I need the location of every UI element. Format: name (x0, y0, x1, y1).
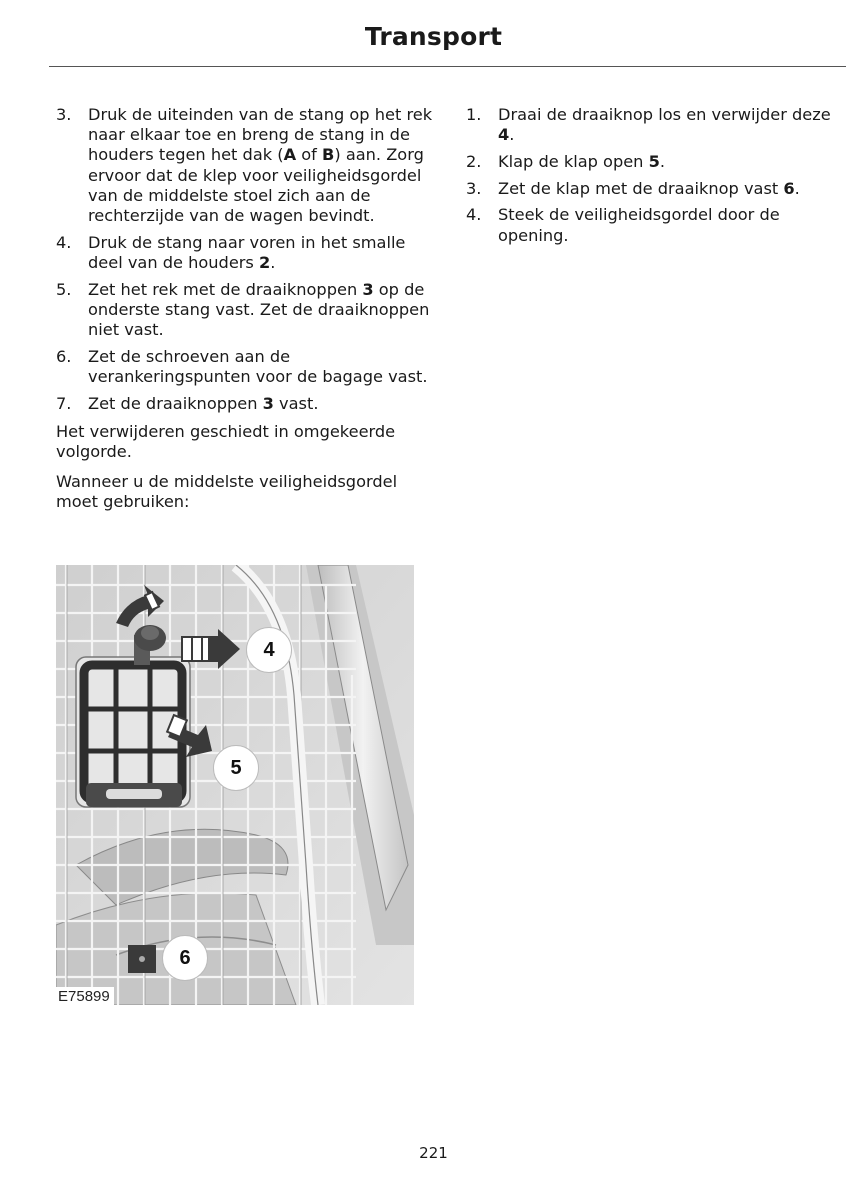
right-steps-list (466, 105, 836, 246)
step-text: Druk de stang naar voren in het smalle deel van de houders 2. (88, 232, 406, 272)
page-number: 221 (419, 1144, 448, 1162)
left-column (56, 105, 441, 513)
step-number: 4. (56, 232, 72, 252)
callout-4: 4 (246, 627, 292, 673)
left-steps-list (56, 105, 441, 414)
left-step-4 (56, 347, 441, 387)
callout-6: 6 (162, 935, 208, 981)
page-title: Transport (364, 22, 503, 51)
step-text: Zet de draaiknoppen 3 vast. (88, 393, 319, 413)
step-text: Zet de schroeven aan de verankeringspunten voor de bagage vast. (88, 346, 428, 386)
left-step-2 (56, 233, 441, 273)
step-number: 3. (466, 178, 482, 198)
step-text: Druk de uiteinden van de stang op het rek naar elkaar toe en breng de stang in de houders tegen het dak (A of B) aan. Zorg ervoor dat de klep voor veiligheidsgordel van de middelste stoel zich aan de rechterzijde van de wagen bevindt. (88, 105, 433, 226)
step-number: 5. (56, 279, 72, 299)
step-text: Zet de klap met de draaiknop vast 6. (498, 178, 800, 198)
right-step-4 (466, 205, 836, 245)
right-step-3 (466, 179, 836, 199)
step-text: Draai de draaiknop los en verwijder deze 4. (498, 105, 831, 145)
left-step-1 (56, 105, 441, 226)
step-number: 6. (56, 346, 72, 366)
header-divider (49, 66, 846, 67)
step-number: 1. (466, 105, 482, 124)
left-step-5 (56, 394, 441, 414)
paragraph-removal: Het verwijderen geschiedt in omgekeerde volgorde. (56, 421, 396, 462)
step-text: Zet het rek met de draaiknoppen 3 op de onderste stang vast. Zet de draaiknoppen niet vast. (88, 279, 430, 340)
figure-code: E75899 (56, 987, 114, 1005)
callout-5: 5 (213, 745, 259, 791)
right-column (466, 105, 836, 252)
step-number: 2. (466, 151, 482, 171)
left-step-3 (56, 280, 441, 341)
step-number: 3. (56, 105, 72, 124)
step-text: Steek de veiligheidsgordel door de opening. (498, 205, 780, 245)
cargo-net-illustration (56, 565, 414, 1005)
step-number: 7. (56, 393, 72, 413)
step-text: Klap de klap open 5. (498, 151, 666, 171)
right-step-2 (466, 152, 836, 172)
paragraph-middle-belt: Wanneer u de middelste veiligheidsgordel moet gebruiken: (56, 472, 398, 512)
step-number: 4. (466, 205, 482, 225)
right-step-1 (466, 105, 836, 145)
